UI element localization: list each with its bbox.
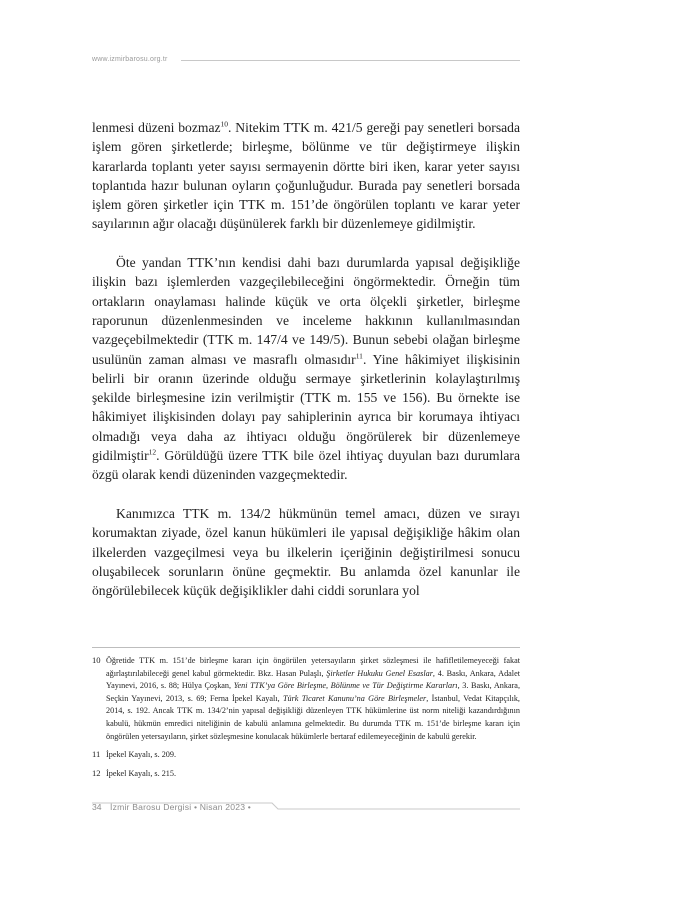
footnote-text — [106, 750, 176, 759]
paragraph — [92, 253, 520, 485]
footnote-number: 11 — [92, 749, 101, 760]
text-run: Öte yandan TTK’nın kendisi dahi bazı durumlarda yapısal değişikliğe ilişkin bazı işlemlerden vazgeçilebileceğini öngörmektedir. Örneğin tüm ortakların onaylaması halinde küçük ve orta ölçekli şirketler, birleşme raporunun düzenlenmesinden ve inceleme hakkının kullanılmasından vazgeçebilmektedir (TTK m. 147/4 ve 149/5). Bunun sebebi olağan birleşme usulünün zaman alması ve masraflı olmasıdır — [92, 255, 520, 367]
paragraph — [92, 504, 520, 600]
text-run: , İstanbul, Vedat Kitapçılık, 2014, s. 192. Ancak TTK m. 134/2’nin yapısal değişikliği düzenleyen TTK hükümlerine üst norm niteliği kazandırdığının kabulü, hükmün emredici niteliğinin de kabulü anlamına gelmektedir. Bu durumda TTK m. 151’de birleşme kararı için öngörülen yetersayıların, şirket sözleşmesine konulacak hükümlerle bertaraf edilemeyeceğinin de kabulü gerekir. — [106, 693, 520, 741]
header-rule — [181, 60, 520, 61]
page-number: 34 — [92, 802, 102, 812]
text-run: Kanımızca TTK m. 134/2 hükmünün temel amacı, düzen ve sırayı korumaktan ziyade, özel kanun hükümleri ile yapısal değişikliğe hâkim olan ilkelerden vazgeçilmesi veya bu ilkelerin içeriğinin değiştirilmesi sonucu oluşabilecek sorunların önüne geçmektir. Bu anlamda özel kanunlar ile öngörülebilecek küçük değişiklikler dahi ciddi sorunlara yol — [92, 505, 520, 599]
footnote — [92, 749, 520, 762]
text-run: İpekel Kayalı, s. 209. — [106, 750, 177, 760]
footnote-reference: 10 — [220, 119, 229, 129]
text-run: . Yine hâkimiyet ilişkisinin belirli bir oranın üzerinde olduğu sermaye şirketlerinin kolaylaştırılmış şekilde birleşmesine izin verilmiştir (TTK m. 155 ve 156). Bu örnekte ise hâkimiyet ilişkisinden dolayı pay sahiplerinin ayrıca bir korumaya ihtiyacı olmadığı veya daha az ihtiyacı olduğu öngörülerek bir düzenlemeye gidilmiştir — [92, 351, 521, 464]
footnote-reference: 11 — [355, 351, 363, 361]
body-text — [92, 118, 520, 600]
text-run: İpekel Kayalı, s. 215. — [106, 768, 177, 778]
footnote — [92, 768, 520, 781]
italic-title: Yeni TTK’ya Göre Birleşme, Bölünme ve Tür Değiştirme Kararları — [233, 681, 458, 691]
footnote-separator — [92, 647, 520, 648]
text-run: , 4. Baskı, Ankara, Adalet Yayınevi, 2016, s. 88; Hülya Çoşkan, — [106, 668, 520, 691]
text-run: . Nitekim TTK m. 421/5 gereği pay senetleri borsada işlem gören şirketlerde; birleşme, bölünme ve tür değiştirmeye ilişkin kararlarda toplantı yeter sayısı sermayenin dörtte biri iken, karar yeter sayısı toplantıda hazır bulunan oyların çoğunluğudur. Burada pay senetleri borsada işlem gören şirketler için TTK m. 151’de öngörülen toplantı ve karar yeter sayılarının ağır olacağı düşünülerek farklı bir düzenlemeye gidilmiştir. — [92, 120, 520, 232]
header-url: www.izmirbarosu.org.tr — [92, 56, 168, 63]
footnote-number: 10 — [92, 655, 101, 665]
paragraph — [92, 118, 520, 234]
text-run: Öğretide TTK m. 151’de birleşme kararı için öngörülen yetersayıların şirket sözleşmesi ile hafifletilemeyeceği fakat ağırlaştırılabileceği genel kabul görmektedir. Bkz. Hasan Pulaşlı, — [106, 656, 520, 678]
journal-name: İzmir Barosu Dergisi • Nisan 2023 • — [110, 802, 252, 812]
footnote-reference: 12 — [148, 447, 157, 457]
footnote-text — [106, 656, 520, 741]
text-run: lenmesi düzeni bozmaz — [92, 120, 221, 135]
italic-title: Türk Ticaret Kanunu’na Göre Birleşmeler — [282, 693, 427, 703]
text-run: , 3. Baskı, Ankara, Seçkin Yayınevi, 2013, s. 69; Ferna İpekel Kayalı, — [106, 681, 520, 703]
footnote-text — [106, 769, 176, 778]
footnotes — [92, 655, 520, 780]
footnote — [92, 655, 520, 743]
page-footer — [92, 802, 520, 814]
italic-title: Şirketler Hukuku Genel Esaslar — [326, 668, 433, 678]
text-run: . Görüldüğü üzere TTK bile özel ihtiyaç duyulan bazı durumlara özgü olarak kendi düzeninden vazgeçmektedir. — [92, 448, 520, 483]
footnote-number: 12 — [92, 767, 101, 778]
